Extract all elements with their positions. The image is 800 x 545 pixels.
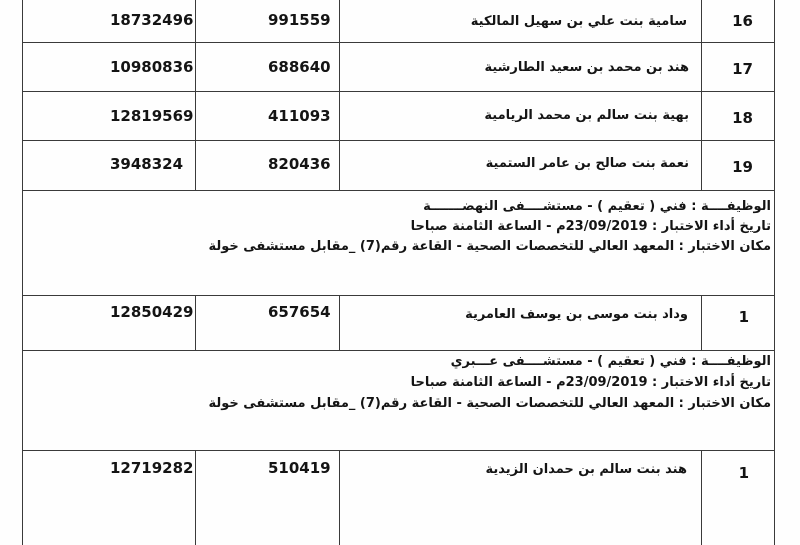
section-job-title: الوظيفــــة : فني ( تعقيم ) - مستشــــفى النهضـــــــة: [423, 199, 771, 214]
table-row-phone: 10980836: [110, 58, 194, 76]
row-divider: [22, 450, 775, 451]
column-divider: [195, 450, 196, 545]
table-row-seq: 19: [732, 158, 753, 176]
table-row-phone: 12850429: [110, 303, 194, 321]
table-row-name: نعمة بنت صالح بن عامر الستمية: [485, 156, 689, 171]
table-row-name: هند بن محمد بن سعيد الطارشية: [484, 60, 689, 75]
table-row-number: 411093: [268, 107, 331, 125]
table-row-number: 657654: [268, 303, 331, 321]
table-row-name: وداد بنت موسى بن يوسف العامرية: [465, 307, 688, 322]
table-row-name: سامية بنت علي بن سهيل المالكية: [470, 14, 687, 29]
column-divider: [195, 295, 196, 350]
table-row-name: بهية بنت سالم بن محمد الريامية: [484, 108, 689, 123]
table-row-number: 510419: [268, 459, 331, 477]
column-divider: [339, 450, 340, 545]
row-divider: [22, 350, 775, 351]
section-exam-place: مكان الاختبار : المعهد العالي للتخصصات الصحية - القاعة رقم(7) _مقابل مستشفى خولة: [208, 396, 771, 411]
table-row-name: هند بنت سالم بن حمدان الزيدية: [485, 462, 687, 477]
table-row-seq: 16: [732, 12, 753, 30]
column-divider: [339, 0, 340, 190]
table-row-number: 820436: [268, 155, 331, 173]
table-row-seq: 17: [732, 60, 753, 78]
section-exam-date: تاريخ أداء الاختبار : 23/09/2019م - الساعة الثامنة صباحا: [410, 219, 771, 234]
column-divider: [339, 295, 340, 350]
section-exam-date: تاريخ أداء الاختبار : 23/09/2019م - الساعة الثامنة صباحا: [410, 375, 771, 390]
table-row-phone: 18732496: [110, 11, 194, 29]
row-divider: [22, 140, 775, 141]
column-divider: [701, 450, 702, 545]
table-row-phone: 12719282: [110, 459, 194, 477]
table-row-number: 991559: [268, 11, 331, 29]
row-divider: [22, 295, 775, 296]
section-exam-place: مكان الاختبار : المعهد العالي للتخصصات الصحية - القاعة رقم(7) _مقابل مستشفى خولة: [208, 239, 771, 254]
column-divider: [701, 295, 702, 350]
section-job-title: الوظيفــــة : فني ( تعقيم ) - مستشــــفى عـــبري: [450, 354, 771, 369]
table-row-phone: 12819569: [110, 107, 194, 125]
table-row-seq: 18: [732, 109, 753, 127]
table-border-right: [774, 0, 775, 545]
table-row-number: 688640: [268, 58, 331, 76]
row-divider: [22, 91, 775, 92]
row-divider: [22, 42, 775, 43]
table-row-seq: 1: [738, 308, 749, 326]
column-divider: [701, 0, 702, 190]
table-row-phone: 3948324: [110, 155, 184, 173]
table-border-left: [22, 0, 23, 545]
column-divider: [195, 0, 196, 190]
table-row-seq: 1: [738, 464, 749, 482]
row-divider: [22, 190, 775, 191]
